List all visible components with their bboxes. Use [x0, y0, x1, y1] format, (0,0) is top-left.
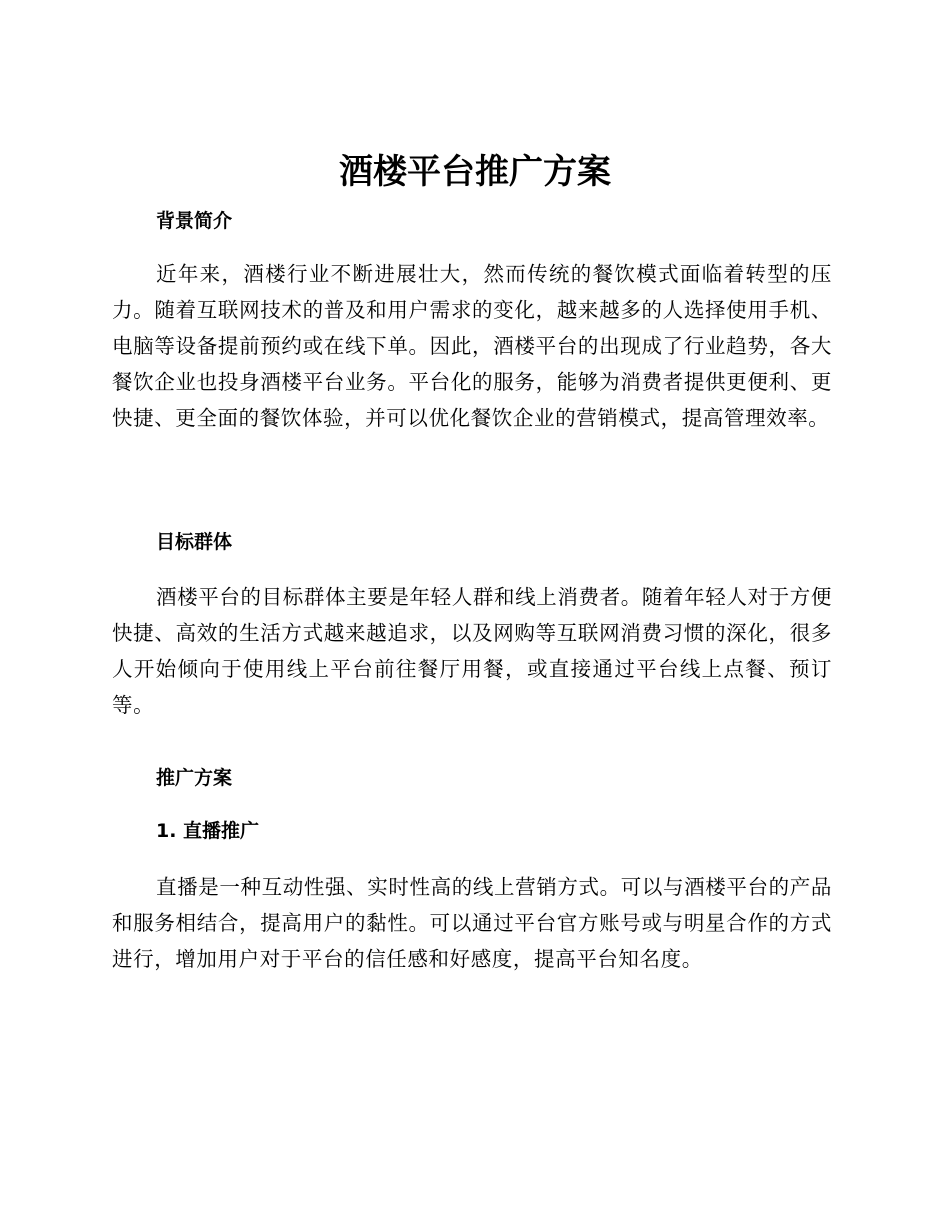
section-heading-promotion-plan: 推广方案 — [156, 767, 233, 789]
section-paragraph-background: 近年来，酒楼行业不断进展壮大，然而传统的餐饮模式面临着转型的压力。随着互联网技术的普及和用户需求的变化，越来越多的人选择使用手机、电脑等设备提前预约或在线下单。因此，酒楼平台的出现成了行业趋势，各大餐饮企业也投身酒楼平台业务。平台化的服务，能够为消费者提供更便利、更快捷、更全面的餐饮体验，并可以优化餐饮企业的营销模式，提高管理效率。 — [112, 262, 832, 430]
subsection-paragraph-livestream: 直播是一种互动性强、实时性高的线上营销方式。可以与酒楼平台的产品和服务相结合，提高用户的黏性。可以通过平台官方账号或与明星合作的方式进行，增加用户对于平台的信任感和好感度，提高平台知名度。 — [112, 875, 832, 971]
section-heading-background: 背景简介 — [156, 210, 233, 232]
section-paragraph-target-group: 酒楼平台的目标群体主要是年轻人群和线上消费者。随着年轻人对于方便快捷、高效的生活方式越来越追求，以及网购等互联网消费习惯的深化，很多人开始倾向于使用线上平台前往餐厅用餐，或直接通过平台线上点餐、预订等。 — [112, 585, 832, 717]
document-title: 酒楼平台推广方案 — [339, 152, 611, 192]
subsection-heading-livestream: 1. 直播推广 — [156, 820, 260, 842]
section-heading-target-group: 目标群体 — [156, 531, 233, 553]
